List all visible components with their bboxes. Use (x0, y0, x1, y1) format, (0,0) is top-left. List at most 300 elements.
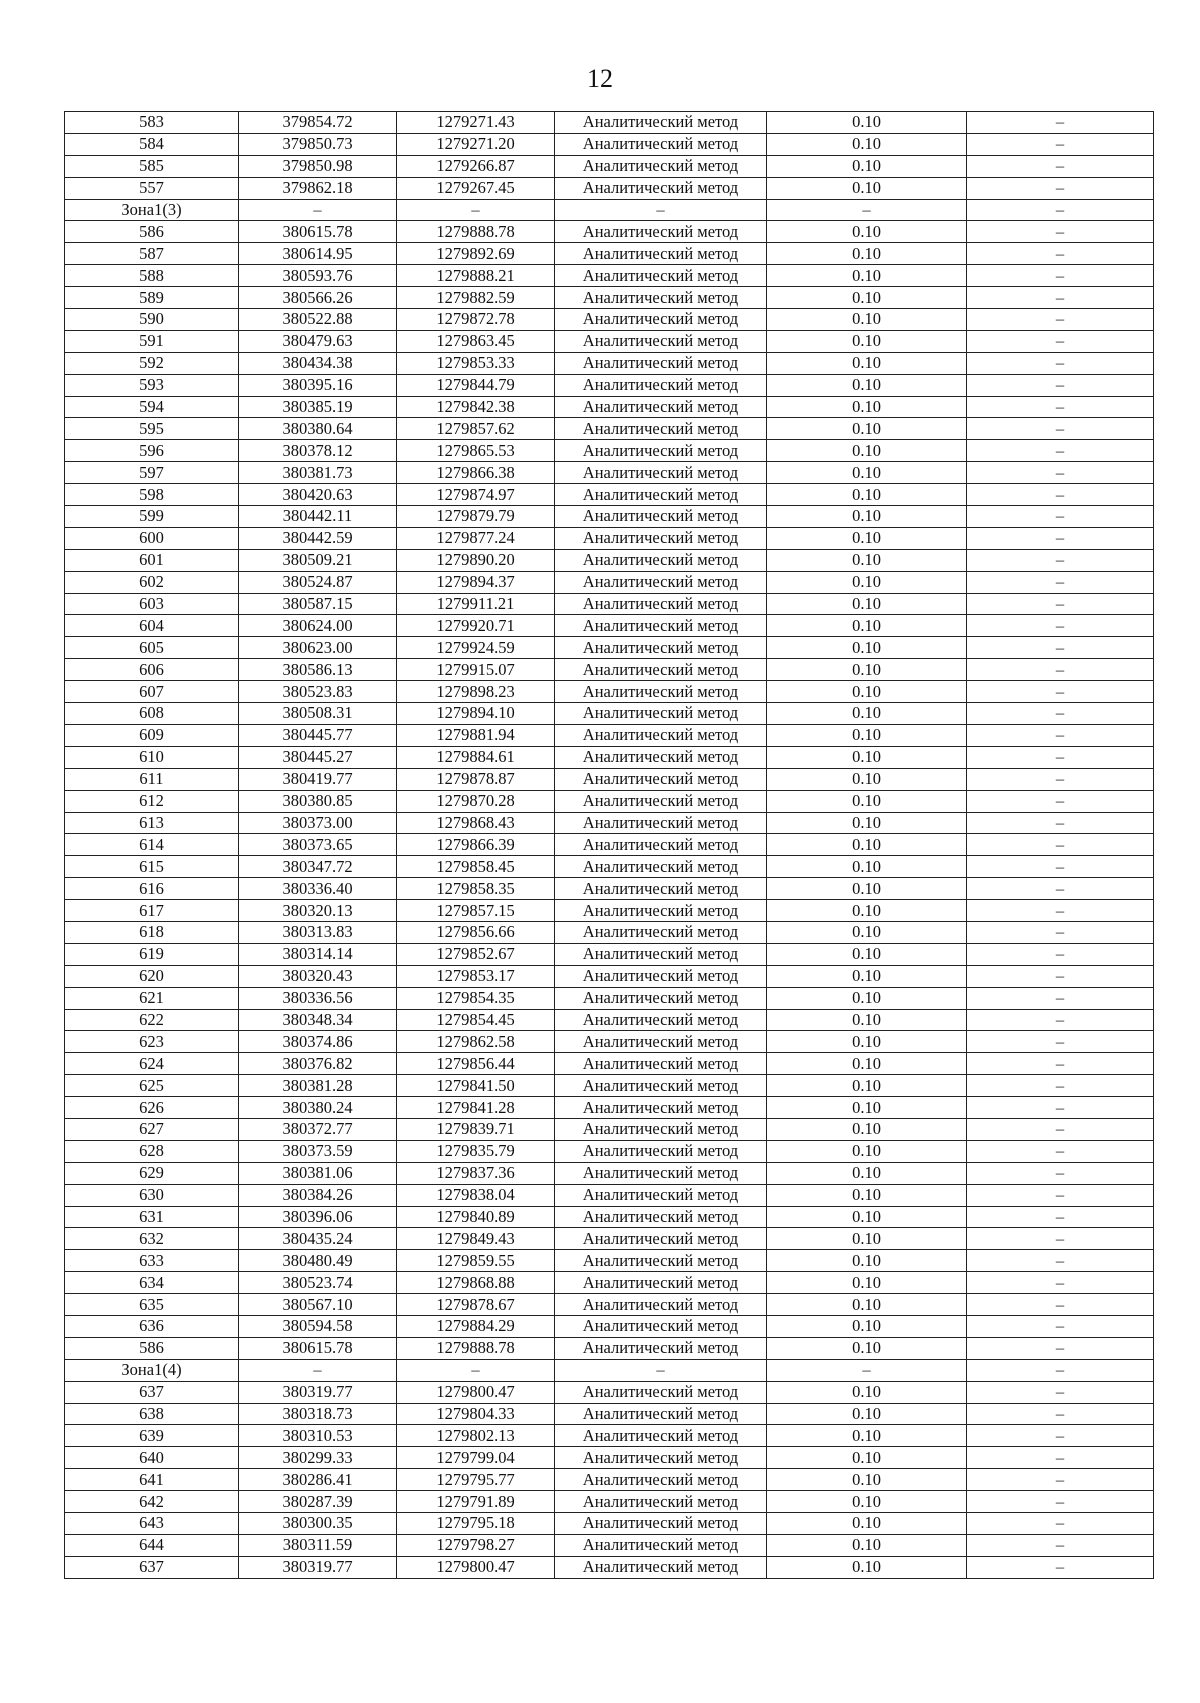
accuracy-cell: 0.10 (767, 155, 967, 177)
table-row (65, 1425, 1154, 1447)
method-cell: Аналитический метод (555, 1228, 767, 1250)
point-number-cell: Зона1(4) (65, 1359, 239, 1381)
note-cell: – (967, 199, 1154, 221)
y-coordinate-cell: 1279798.27 (397, 1534, 555, 1556)
method-cell: Аналитический метод (555, 330, 767, 352)
method-cell: Аналитический метод (555, 440, 767, 462)
point-number-cell: 592 (65, 352, 239, 374)
table-row (65, 1009, 1154, 1031)
accuracy-cell: 0.10 (767, 659, 967, 681)
table-row (65, 987, 1154, 1009)
y-coordinate-cell: 1279800.47 (397, 1381, 555, 1403)
method-cell: Аналитический метод (555, 1140, 767, 1162)
method-cell: Аналитический метод (555, 637, 767, 659)
table-row (65, 352, 1154, 374)
note-cell: – (967, 1097, 1154, 1119)
x-coordinate-cell: 380523.83 (239, 681, 397, 703)
y-coordinate-cell: 1279795.18 (397, 1513, 555, 1535)
table-row (65, 1337, 1154, 1359)
table-row (65, 703, 1154, 725)
method-cell: Аналитический метод (555, 987, 767, 1009)
point-number-cell: 637 (65, 1381, 239, 1403)
accuracy-cell: 0.10 (767, 1315, 967, 1337)
note-cell: – (967, 681, 1154, 703)
method-cell: Аналитический метод (555, 265, 767, 287)
note-cell: – (967, 112, 1154, 134)
x-coordinate-cell: 380381.73 (239, 462, 397, 484)
y-coordinate-cell: 1279888.78 (397, 221, 555, 243)
y-coordinate-cell: 1279881.94 (397, 724, 555, 746)
accuracy-cell: 0.10 (767, 506, 967, 528)
point-number-cell: 612 (65, 790, 239, 812)
accuracy-cell: 0.10 (767, 965, 967, 987)
y-coordinate-cell: – (397, 1359, 555, 1381)
x-coordinate-cell: 380615.78 (239, 221, 397, 243)
table-row (65, 724, 1154, 746)
table-row (65, 1315, 1154, 1337)
accuracy-cell: 0.10 (767, 921, 967, 943)
method-cell: Аналитический метод (555, 243, 767, 265)
y-coordinate-cell: 1279854.45 (397, 1009, 555, 1031)
method-cell: Аналитический метод (555, 506, 767, 528)
table-row (65, 1491, 1154, 1513)
method-cell: Аналитический метод (555, 1513, 767, 1535)
x-coordinate-cell: 380594.58 (239, 1315, 397, 1337)
method-cell: Аналитический метод (555, 1075, 767, 1097)
point-number-cell: 634 (65, 1272, 239, 1294)
y-coordinate-cell: 1279879.79 (397, 506, 555, 528)
note-cell: – (967, 1228, 1154, 1250)
table-row (65, 637, 1154, 659)
y-coordinate-cell: 1279894.37 (397, 571, 555, 593)
accuracy-cell: 0.10 (767, 549, 967, 571)
y-coordinate-cell: 1279791.89 (397, 1491, 555, 1513)
y-coordinate-cell: 1279838.04 (397, 1184, 555, 1206)
note-cell: – (967, 1447, 1154, 1469)
table-row (65, 330, 1154, 352)
x-coordinate-cell: 380396.06 (239, 1206, 397, 1228)
note-cell: – (967, 462, 1154, 484)
table-row (65, 943, 1154, 965)
point-number-cell: 586 (65, 221, 239, 243)
method-cell: Аналитический метод (555, 571, 767, 593)
y-coordinate-cell: 1279853.33 (397, 352, 555, 374)
accuracy-cell: 0.10 (767, 943, 967, 965)
note-cell: – (967, 768, 1154, 790)
accuracy-cell: 0.10 (767, 1075, 967, 1097)
method-cell: Аналитический метод (555, 1031, 767, 1053)
note-cell: – (967, 1009, 1154, 1031)
x-coordinate-cell: 379850.98 (239, 155, 397, 177)
accuracy-cell: 0.10 (767, 1337, 967, 1359)
accuracy-cell: 0.10 (767, 856, 967, 878)
point-number-cell: 610 (65, 746, 239, 768)
method-cell: Аналитический метод (555, 943, 767, 965)
accuracy-cell: 0.10 (767, 768, 967, 790)
x-coordinate-cell: 380380.24 (239, 1097, 397, 1119)
point-number-cell: 632 (65, 1228, 239, 1250)
x-coordinate-cell: 380287.39 (239, 1491, 397, 1513)
note-cell: – (967, 1031, 1154, 1053)
accuracy-cell: 0.10 (767, 703, 967, 725)
point-number-cell: 609 (65, 724, 239, 746)
y-coordinate-cell: 1279859.55 (397, 1250, 555, 1272)
table-row (65, 1272, 1154, 1294)
note-cell: – (967, 1294, 1154, 1316)
method-cell: Аналитический метод (555, 615, 767, 637)
table-row (65, 177, 1154, 199)
table-row (65, 659, 1154, 681)
accuracy-cell: 0.10 (767, 112, 967, 134)
accuracy-cell: 0.10 (767, 133, 967, 155)
note-cell: – (967, 1315, 1154, 1337)
x-coordinate-cell: 380522.88 (239, 309, 397, 331)
x-coordinate-cell: 380566.26 (239, 287, 397, 309)
x-coordinate-cell: 380480.49 (239, 1250, 397, 1272)
table-row (65, 221, 1154, 243)
point-number-cell: 587 (65, 243, 239, 265)
point-number-cell: 599 (65, 506, 239, 528)
point-number-cell: 630 (65, 1184, 239, 1206)
table-row (65, 309, 1154, 331)
accuracy-cell: 0.10 (767, 1403, 967, 1425)
note-cell: – (967, 265, 1154, 287)
note-cell: – (967, 571, 1154, 593)
note-cell: – (967, 133, 1154, 155)
method-cell: Аналитический метод (555, 177, 767, 199)
y-coordinate-cell: 1279863.45 (397, 330, 555, 352)
x-coordinate-cell: 380286.41 (239, 1469, 397, 1491)
note-cell: – (967, 440, 1154, 462)
accuracy-cell: 0.10 (767, 1031, 967, 1053)
y-coordinate-cell: 1279870.28 (397, 790, 555, 812)
accuracy-cell: 0.10 (767, 1053, 967, 1075)
accuracy-cell: 0.10 (767, 374, 967, 396)
accuracy-cell: 0.10 (767, 1272, 967, 1294)
x-coordinate-cell: 379862.18 (239, 177, 397, 199)
accuracy-cell: 0.10 (767, 265, 967, 287)
table-row (65, 768, 1154, 790)
table-row (65, 1097, 1154, 1119)
accuracy-cell: 0.10 (767, 1447, 967, 1469)
method-cell: Аналитический метод (555, 856, 767, 878)
point-number-cell: 606 (65, 659, 239, 681)
note-cell: – (967, 352, 1154, 374)
note-cell: – (967, 1162, 1154, 1184)
x-coordinate-cell: 380320.13 (239, 900, 397, 922)
note-cell: – (967, 177, 1154, 199)
table-row (65, 878, 1154, 900)
table-row (65, 1250, 1154, 1272)
note-cell: – (967, 1053, 1154, 1075)
table-row (65, 1118, 1154, 1140)
y-coordinate-cell: 1279271.20 (397, 133, 555, 155)
method-cell: Аналитический метод (555, 1491, 767, 1513)
table-row (65, 812, 1154, 834)
point-number-cell: 590 (65, 309, 239, 331)
point-number-cell: 608 (65, 703, 239, 725)
table-row (65, 856, 1154, 878)
x-coordinate-cell: 380509.21 (239, 549, 397, 571)
table-row (65, 965, 1154, 987)
y-coordinate-cell: 1279877.24 (397, 527, 555, 549)
note-cell: – (967, 396, 1154, 418)
x-coordinate-cell: 380385.19 (239, 396, 397, 418)
x-coordinate-cell: 380445.77 (239, 724, 397, 746)
method-cell: Аналитический метод (555, 746, 767, 768)
y-coordinate-cell: 1279844.79 (397, 374, 555, 396)
coordinates-table-body (65, 112, 1154, 1579)
method-cell: Аналитический метод (555, 1425, 767, 1447)
accuracy-cell: 0.10 (767, 1097, 967, 1119)
note-cell: – (967, 287, 1154, 309)
accuracy-cell: 0.10 (767, 1162, 967, 1184)
page-number: 12 (587, 64, 613, 93)
y-coordinate-cell: 1279888.21 (397, 265, 555, 287)
y-coordinate-cell: 1279841.28 (397, 1097, 555, 1119)
point-number-cell: 584 (65, 133, 239, 155)
method-cell: Аналитический метод (555, 1272, 767, 1294)
accuracy-cell: 0.10 (767, 221, 967, 243)
coordinates-table (64, 111, 1154, 1579)
x-coordinate-cell: 380311.59 (239, 1534, 397, 1556)
y-coordinate-cell: 1279802.13 (397, 1425, 555, 1447)
accuracy-cell: – (767, 199, 967, 221)
point-number-cell: 620 (65, 965, 239, 987)
y-coordinate-cell: 1279892.69 (397, 243, 555, 265)
note-cell: – (967, 1118, 1154, 1140)
x-coordinate-cell: 380593.76 (239, 265, 397, 287)
x-coordinate-cell: 380508.31 (239, 703, 397, 725)
x-coordinate-cell: 380318.73 (239, 1403, 397, 1425)
table-row (65, 199, 1154, 221)
table-row (65, 1075, 1154, 1097)
accuracy-cell: 0.10 (767, 615, 967, 637)
y-coordinate-cell: 1279872.78 (397, 309, 555, 331)
table-row (65, 527, 1154, 549)
method-cell: Аналитический метод (555, 1009, 767, 1031)
method-cell: Аналитический метод (555, 900, 767, 922)
note-cell: – (967, 1469, 1154, 1491)
point-number-cell: 605 (65, 637, 239, 659)
method-cell: Аналитический метод (555, 1294, 767, 1316)
note-cell: – (967, 243, 1154, 265)
y-coordinate-cell: 1279866.39 (397, 834, 555, 856)
table-row (65, 615, 1154, 637)
y-coordinate-cell: 1279267.45 (397, 177, 555, 199)
x-coordinate-cell: 380442.59 (239, 527, 397, 549)
point-number-cell: 598 (65, 484, 239, 506)
accuracy-cell: 0.10 (767, 462, 967, 484)
point-number-cell: 622 (65, 1009, 239, 1031)
y-coordinate-cell: 1279858.45 (397, 856, 555, 878)
note-cell: – (967, 1425, 1154, 1447)
x-coordinate-cell: 380320.43 (239, 965, 397, 987)
x-coordinate-cell: 379854.72 (239, 112, 397, 134)
x-coordinate-cell: 380348.34 (239, 1009, 397, 1031)
point-number-cell: 588 (65, 265, 239, 287)
point-number-cell: 639 (65, 1425, 239, 1447)
accuracy-cell: – (767, 1359, 967, 1381)
method-cell: Аналитический метод (555, 1403, 767, 1425)
table-row (65, 593, 1154, 615)
y-coordinate-cell: 1279866.38 (397, 462, 555, 484)
note-cell: – (967, 1184, 1154, 1206)
point-number-cell: 591 (65, 330, 239, 352)
x-coordinate-cell: 380567.10 (239, 1294, 397, 1316)
point-number-cell: 600 (65, 527, 239, 549)
accuracy-cell: 0.10 (767, 637, 967, 659)
point-number-cell: 636 (65, 1315, 239, 1337)
note-cell: – (967, 878, 1154, 900)
x-coordinate-cell: 380523.74 (239, 1272, 397, 1294)
note-cell: – (967, 1381, 1154, 1403)
accuracy-cell: 0.10 (767, 1491, 967, 1513)
point-number-cell: 618 (65, 921, 239, 943)
method-cell: Аналитический метод (555, 112, 767, 134)
table-row (65, 1534, 1154, 1556)
method-cell: Аналитический метод (555, 1162, 767, 1184)
y-coordinate-cell: 1279804.33 (397, 1403, 555, 1425)
point-number-cell: 597 (65, 462, 239, 484)
table-row (65, 790, 1154, 812)
accuracy-cell: 0.10 (767, 287, 967, 309)
accuracy-cell: 0.10 (767, 987, 967, 1009)
y-coordinate-cell: – (397, 199, 555, 221)
x-coordinate-cell: – (239, 199, 397, 221)
point-number-cell: 586 (65, 1337, 239, 1359)
method-cell: Аналитический метод (555, 133, 767, 155)
y-coordinate-cell: 1279898.23 (397, 681, 555, 703)
method-cell: Аналитический метод (555, 1381, 767, 1403)
y-coordinate-cell: 1279858.35 (397, 878, 555, 900)
y-coordinate-cell: 1279920.71 (397, 615, 555, 637)
note-cell: – (967, 1491, 1154, 1513)
accuracy-cell: 0.10 (767, 724, 967, 746)
point-number-cell: 615 (65, 856, 239, 878)
x-coordinate-cell: 380373.65 (239, 834, 397, 856)
x-coordinate-cell: 380395.16 (239, 374, 397, 396)
x-coordinate-cell: 380310.53 (239, 1425, 397, 1447)
y-coordinate-cell: 1279841.50 (397, 1075, 555, 1097)
method-cell: Аналитический метод (555, 352, 767, 374)
point-number-cell: 593 (65, 374, 239, 396)
accuracy-cell: 0.10 (767, 484, 967, 506)
table-row (65, 484, 1154, 506)
point-number-cell: 626 (65, 1097, 239, 1119)
x-coordinate-cell: 380524.87 (239, 571, 397, 593)
point-number-cell: 602 (65, 571, 239, 593)
method-cell: Аналитический метод (555, 484, 767, 506)
method-cell: Аналитический метод (555, 1469, 767, 1491)
point-number-cell: 625 (65, 1075, 239, 1097)
point-number-cell: 633 (65, 1250, 239, 1272)
y-coordinate-cell: 1279857.15 (397, 900, 555, 922)
point-number-cell: 642 (65, 1491, 239, 1513)
x-coordinate-cell: 380434.38 (239, 352, 397, 374)
table-row (65, 1228, 1154, 1250)
x-coordinate-cell: 380419.77 (239, 768, 397, 790)
point-number-cell: 638 (65, 1403, 239, 1425)
note-cell: – (967, 549, 1154, 571)
table-row (65, 440, 1154, 462)
method-cell: Аналитический метод (555, 1053, 767, 1075)
accuracy-cell: 0.10 (767, 243, 967, 265)
table-row (65, 681, 1154, 703)
point-number-cell: 627 (65, 1118, 239, 1140)
x-coordinate-cell: 380479.63 (239, 330, 397, 352)
x-coordinate-cell: – (239, 1359, 397, 1381)
y-coordinate-cell: 1279849.43 (397, 1228, 555, 1250)
table-row (65, 1294, 1154, 1316)
x-coordinate-cell: 380442.11 (239, 506, 397, 528)
method-cell: Аналитический метод (555, 681, 767, 703)
y-coordinate-cell: 1279888.78 (397, 1337, 555, 1359)
accuracy-cell: 0.10 (767, 1184, 967, 1206)
y-coordinate-cell: 1279878.87 (397, 768, 555, 790)
method-cell: Аналитический метод (555, 221, 767, 243)
point-number-cell: 628 (65, 1140, 239, 1162)
table-row (65, 1359, 1154, 1381)
x-coordinate-cell: 380435.24 (239, 1228, 397, 1250)
x-coordinate-cell: 380623.00 (239, 637, 397, 659)
note-cell: – (967, 1206, 1154, 1228)
table-row (65, 506, 1154, 528)
point-number-cell: 616 (65, 878, 239, 900)
table-row (65, 834, 1154, 856)
method-cell: Аналитический метод (555, 724, 767, 746)
note-cell: – (967, 637, 1154, 659)
y-coordinate-cell: 1279862.58 (397, 1031, 555, 1053)
x-coordinate-cell: 380614.95 (239, 243, 397, 265)
note-cell: – (967, 659, 1154, 681)
x-coordinate-cell: 380586.13 (239, 659, 397, 681)
accuracy-cell: 0.10 (767, 527, 967, 549)
point-number-cell: 589 (65, 287, 239, 309)
method-cell: Аналитический метод (555, 1447, 767, 1469)
table-row (65, 1053, 1154, 1075)
method-cell: Аналитический метод (555, 1534, 767, 1556)
accuracy-cell: 0.10 (767, 1228, 967, 1250)
table-row (65, 1162, 1154, 1184)
x-coordinate-cell: 380314.14 (239, 943, 397, 965)
y-coordinate-cell: 1279839.71 (397, 1118, 555, 1140)
table-row (65, 1206, 1154, 1228)
table-row (65, 462, 1154, 484)
note-cell: – (967, 812, 1154, 834)
point-number-cell: 637 (65, 1556, 239, 1578)
accuracy-cell: 0.10 (767, 790, 967, 812)
point-number-cell: 603 (65, 593, 239, 615)
y-coordinate-cell: 1279915.07 (397, 659, 555, 681)
table-row (65, 243, 1154, 265)
method-cell: Аналитический метод (555, 1097, 767, 1119)
accuracy-cell: 0.10 (767, 1534, 967, 1556)
accuracy-cell: 0.10 (767, 352, 967, 374)
accuracy-cell: 0.10 (767, 1469, 967, 1491)
x-coordinate-cell: 380319.77 (239, 1381, 397, 1403)
x-coordinate-cell: 380381.06 (239, 1162, 397, 1184)
method-cell: Аналитический метод (555, 527, 767, 549)
y-coordinate-cell: 1279856.44 (397, 1053, 555, 1075)
note-cell: – (967, 1556, 1154, 1578)
method-cell: Аналитический метод (555, 703, 767, 725)
method-cell: Аналитический метод (555, 1118, 767, 1140)
table-row (65, 287, 1154, 309)
x-coordinate-cell: 380336.40 (239, 878, 397, 900)
note-cell: – (967, 221, 1154, 243)
y-coordinate-cell: 1279853.17 (397, 965, 555, 987)
